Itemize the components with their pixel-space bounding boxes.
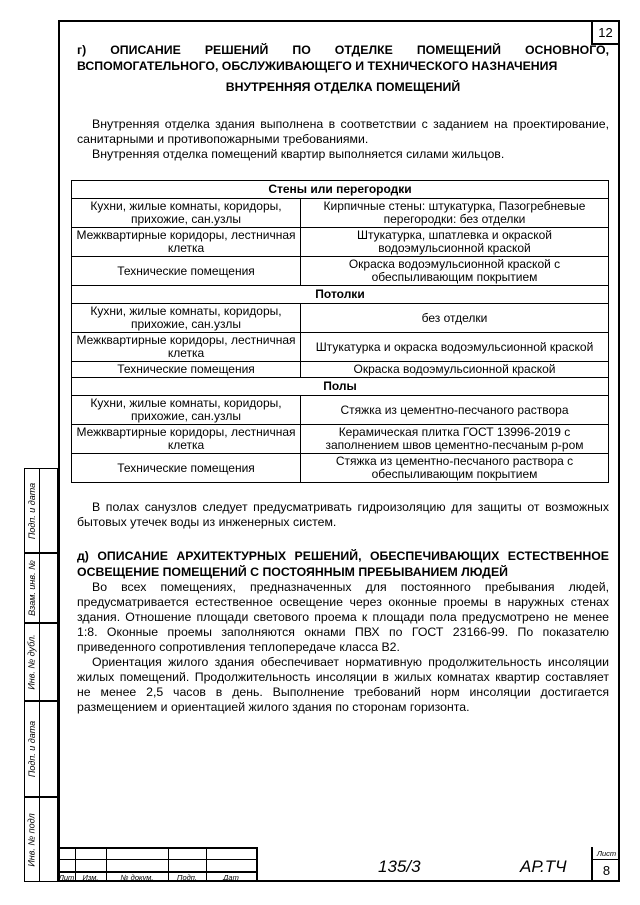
finish-cell: Стяжка из цементно-песчаного раствора (301, 396, 609, 425)
table-row (72, 228, 609, 257)
top-page-number: 12 (591, 20, 620, 45)
room-type-cell: Технические помещения (72, 454, 301, 483)
table-row (72, 333, 609, 362)
table-section-title: Стены или перегородки (72, 181, 609, 199)
finish-cell: Кирпичные стены: штукатурка, Пазогребневые перегородки: без отделки (301, 199, 609, 228)
room-type-cell: Межквартирные коридоры, лестничная клетка (72, 425, 301, 454)
tb-label-lit: Лит (58, 873, 75, 882)
tb-label-izm: Изм. (82, 873, 99, 882)
finish-cell: Окраска водоэмульсионной краской (301, 362, 609, 378)
section-g-para1: Внутренняя отделка здания выполнена в соответствии с заданием на проектирование, санитарными и противопожарными требованиями. (77, 117, 609, 146)
section-d-para1: Во всех помещениях, предназначенных для постоянного пребывания людей, предусматривается естественное освещение через оконные проемы в наружных стенах здания. Отношение площади светового проема к площади пола предусмотрено не менее 1:8. Оконные проемы заполняются окнами ПВХ по ГОСТ 23166-99. По показателю приведенного сопротивления теплопередаче класса В2. (77, 580, 609, 654)
sheet-label: Лист (596, 849, 617, 858)
room-type-cell: Технические помещения (72, 362, 301, 378)
table-row (72, 199, 609, 228)
table-row (72, 454, 609, 483)
table-row (72, 257, 609, 286)
tb-label-sign: Подп. (177, 873, 197, 882)
table-section-title: Полы (72, 378, 609, 396)
sheet-number: 8 (602, 863, 611, 878)
table-section-title: Потолки (72, 286, 609, 304)
table-row (72, 425, 609, 454)
stamp-label: Подп. и дата (27, 482, 37, 539)
room-type-cell: Технические помещения (72, 257, 301, 286)
finish-cell: Керамическая плитка ГОСТ 13996-2019 с заполнением швов цементно-песчаным р-ром (301, 425, 609, 454)
table-row (72, 304, 609, 333)
finish-cell: Штукатурка, шпатлевка и окраской водоэмульсионной краской (301, 228, 609, 257)
tb-label-date: Дат (223, 873, 239, 882)
finish-cell: Штукатурка и окраска водоэмульсионной краской (301, 333, 609, 362)
section-g-para2: Внутренняя отделка помещений квартир выполняется силами жильцов. (92, 147, 505, 161)
finish-cell: Окраска водоэмульсионной краской с обеспыливающим покрытием (301, 257, 609, 286)
room-type-cell: Кухни, жилые комнаты, коридоры, прихожие, сан.узлы (72, 304, 301, 333)
page-content (77, 42, 609, 715)
room-type-cell: Межквартирные коридоры, лестничная клетка (72, 333, 301, 362)
section-d-para2: Ориентация жилого здания обеспечивает нормативную продолжительность инсоляции жилых помещений. Продолжительность инсоляции в жилых комнатах квартир составляет не менее 2,5 часов в день. Выполнение требований норм инсоляции достигается размещением и ориентацией жилого здания по сторонам горизонта. (77, 655, 609, 714)
doc-code: 135/3 (378, 857, 421, 876)
para-waterproofing: В полах санузлов следует предусматривать гидроизоляцию для защиты от возможных бытовых утечек воды из инженерных систем. (77, 500, 609, 529)
section-g-heading: г) ОПИСАНИЕ РЕШЕНИЙ ПО ОТДЕЛКЕ ПОМЕЩЕНИЙ ОСНОВНОГО, ВСПОМОГАТЕЛЬНОГО, ОБСЛУЖИВАЮЩЕГО И ТЕХНИЧЕСКОГО НАЗНАЧЕНИЯ (77, 43, 609, 73)
stamp-label: Инв. № подл (27, 812, 38, 867)
stamp-label: Подп. и дата (27, 720, 37, 778)
finish-cell: Стяжка из цементно-песчаного раствора с обеспыливающим покрытием (301, 454, 609, 483)
stamp-label: Взам. инв. № (27, 560, 38, 616)
room-type-cell: Кухни, жилые комнаты, коридоры, прихожие, сан.узлы (72, 199, 301, 228)
title-block (58, 847, 620, 882)
section-g-subheading: ВНУТРЕННЯЯ ОТДЕЛКА ПОМЕЩЕНИЙ (225, 80, 461, 94)
room-type-cell: Кухни, жилые комнаты, коридоры, прихожие, сан.узлы (72, 396, 301, 425)
stamp-label: Инв. № дубл. (27, 634, 38, 690)
section-d-heading: д) ОПИСАНИЕ АРХИТЕКТУРНЫХ РЕШЕНИЙ, ОБЕСПЕЧИВАЮЩИХ ЕСТЕСТВЕННОЕ ОСВЕЩЕНИЕ ПОМЕЩЕНИЙ С ПОСТОЯННЫМ ПРЕБЫВАНИЕМ ЛЮДЕЙ (77, 549, 609, 579)
side-stamp (24, 468, 58, 882)
table-row (72, 362, 609, 378)
tb-label-doc: № докум. (120, 873, 154, 882)
table-row (72, 396, 609, 425)
finish-cell: без отделки (301, 304, 609, 333)
room-type-cell: Межквартирные коридоры, лестничная клетка (72, 228, 301, 257)
doc-mark: АР.ТЧ (520, 857, 567, 876)
finish-table (71, 180, 609, 483)
